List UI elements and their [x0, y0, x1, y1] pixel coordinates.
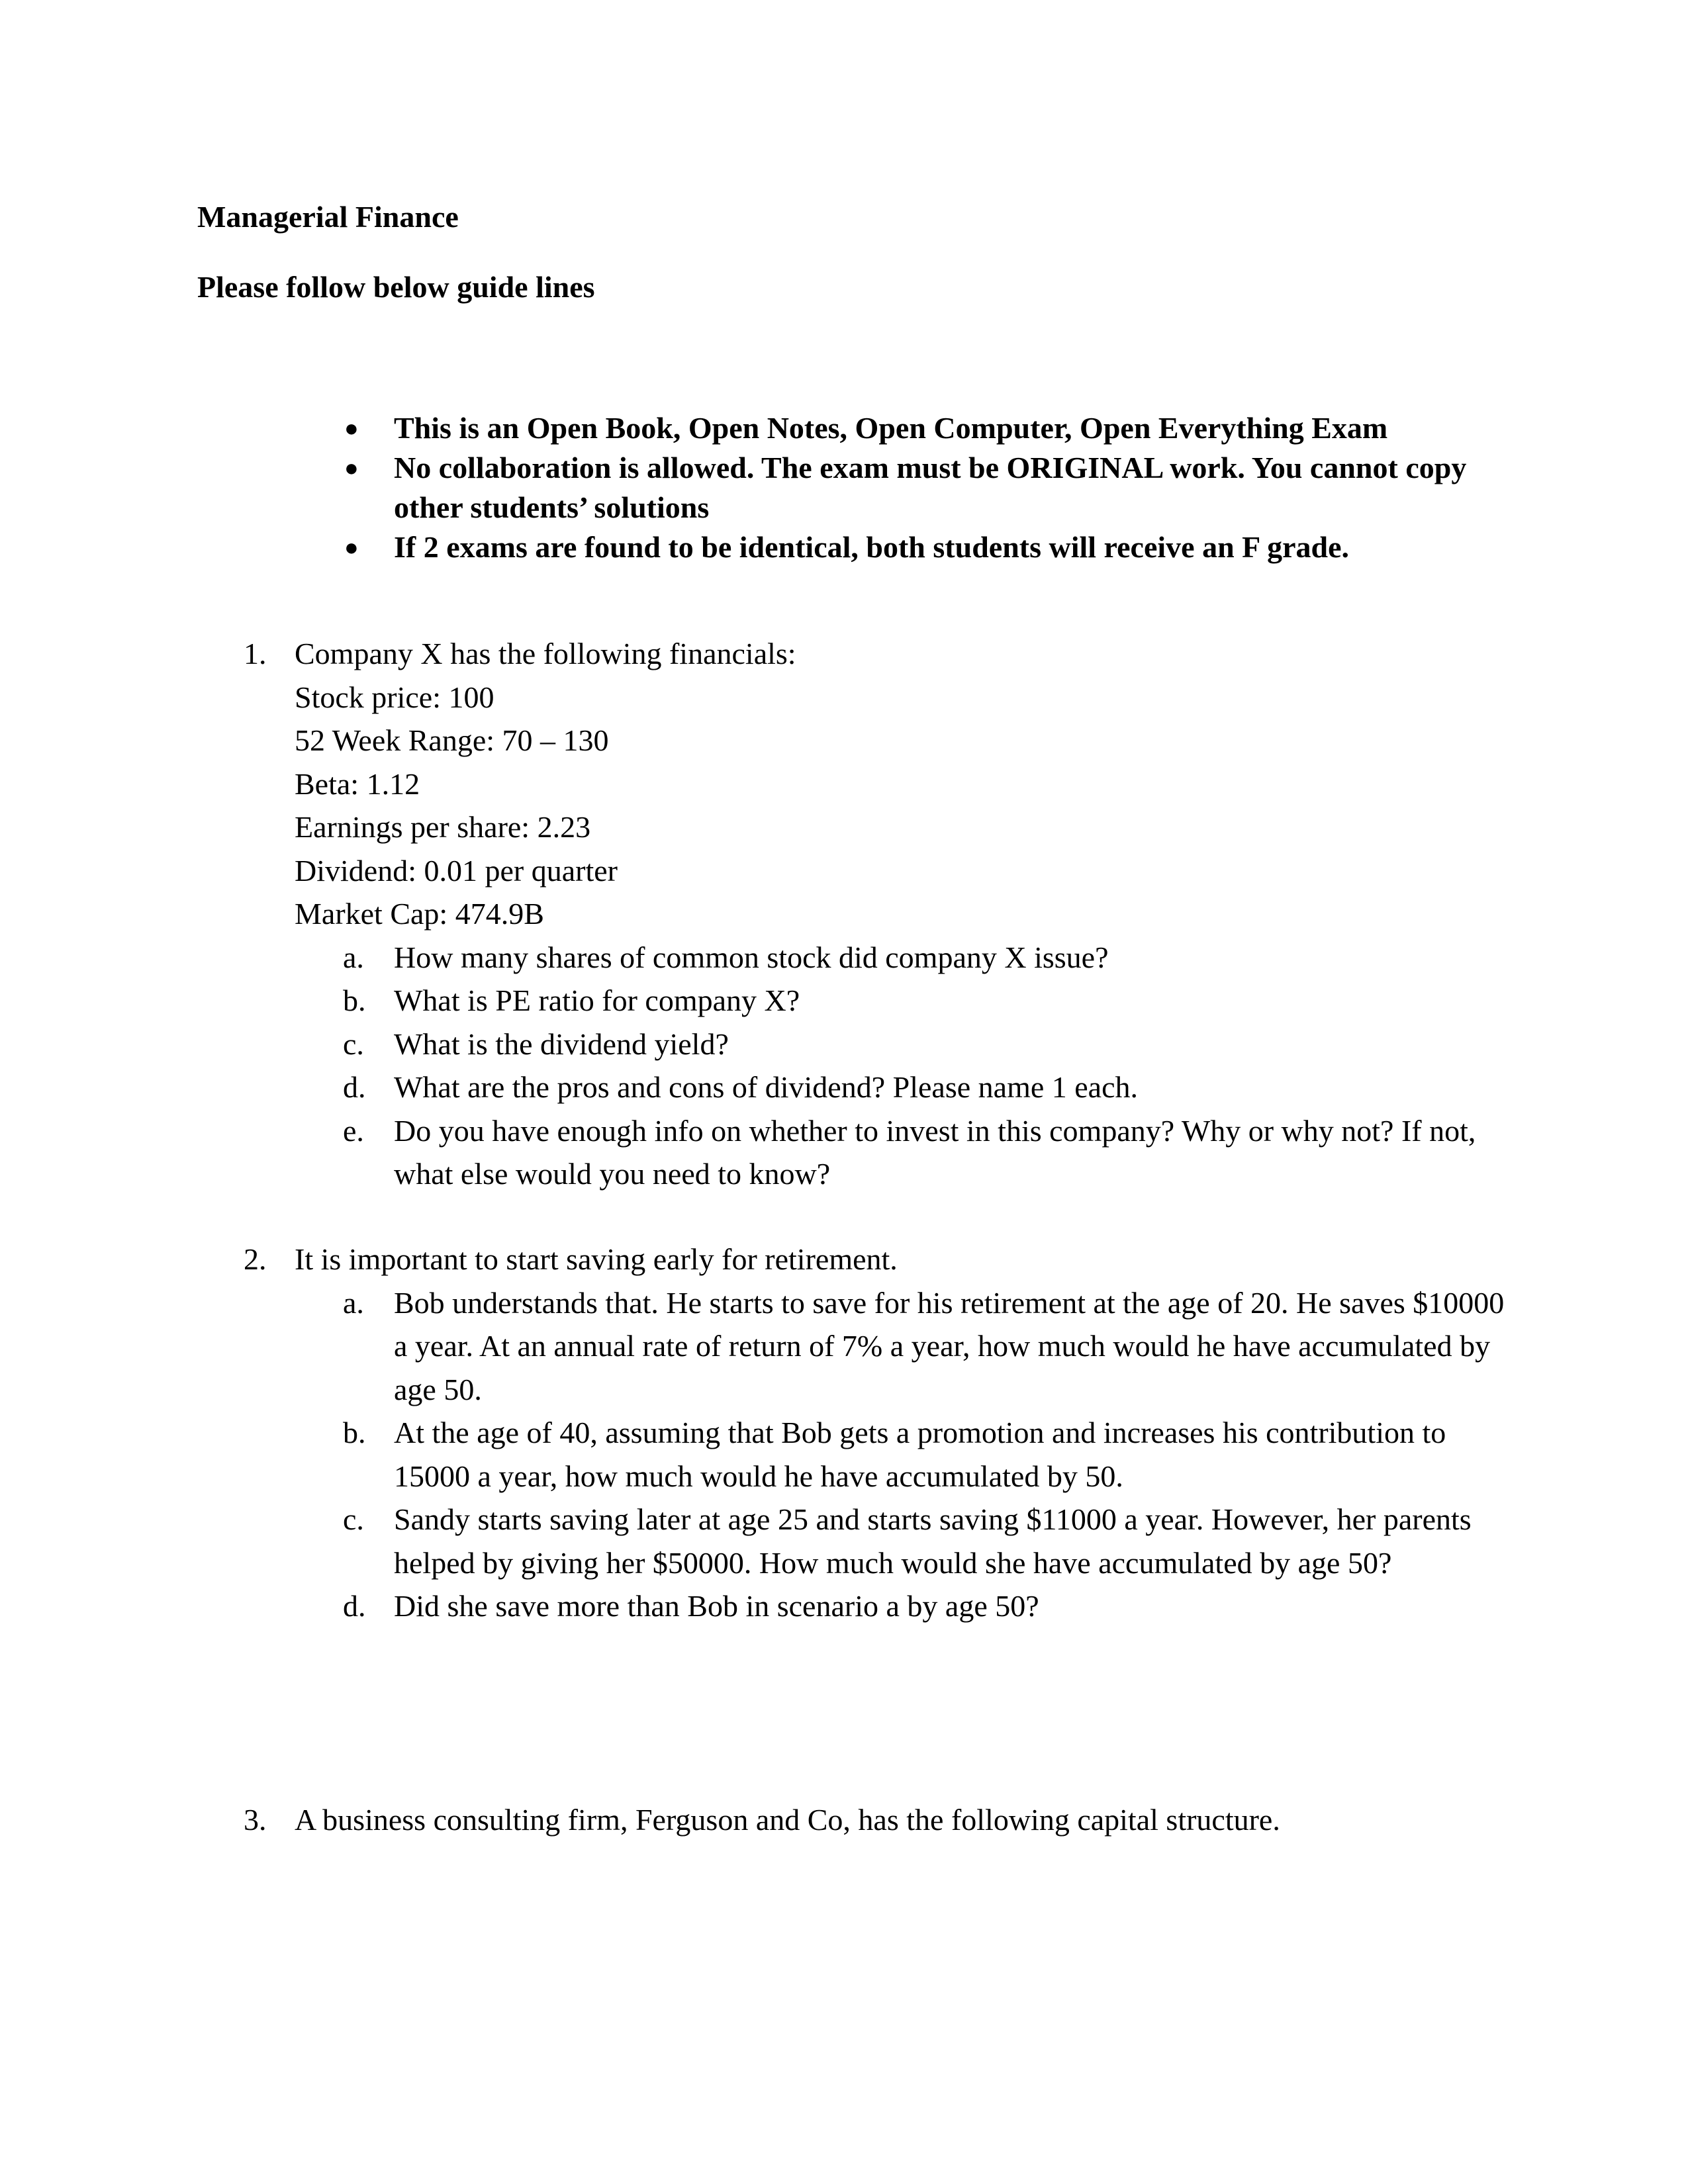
sub-question	[0, 1411, 1513, 1498]
sub-question-letter: e.	[343, 1113, 364, 1148]
sub-question-letter: c.	[343, 1502, 364, 1536]
sub-question	[0, 979, 1513, 1023]
sub-question-text: What is PE ratio for company X?	[394, 983, 800, 1017]
guideline-item	[0, 448, 1519, 527]
sub-question-text: How many shares of common stock did company X issue?	[394, 940, 1109, 974]
sub-question-text: Do you have enough info on whether to invest in this company? Why or why not? If not, what else would you need to know?	[394, 1113, 1476, 1191]
sub-question	[0, 1584, 1513, 1628]
financial-line: Market Cap: 474.9B	[295, 897, 544, 931]
bullet-icon: ●	[344, 415, 359, 441]
financial-line: Stock price: 100	[295, 680, 494, 714]
question-2	[0, 1238, 1688, 1628]
sub-question-text: At the age of 40, assuming that Bob gets a promotion and increases his contribution to 15000 a year, how much would he have accumulated by 50.	[394, 1416, 1446, 1493]
sub-question-letter: a.	[343, 1285, 364, 1320]
sub-question-letter: d.	[343, 1589, 366, 1623]
sub-question-letter: b.	[343, 1416, 366, 1449]
sub-question	[0, 1498, 1513, 1584]
sub-question-letter: d.	[343, 1070, 366, 1104]
sub-question-text: What is the dividend yield?	[394, 1026, 729, 1061]
guideline-item	[0, 408, 1519, 448]
question-3	[0, 1798, 1688, 1842]
financial-line: Earnings per share: 2.23	[295, 810, 591, 844]
sub-question-letter: a.	[343, 940, 364, 974]
financial-line: Dividend: 0.01 per quarter	[295, 853, 618, 887]
sub-question-text: Sandy starts saving later at age 25 and starts saving $11000 a year. However, her parents helped by giving her $50000. How much would she have accumulated by age 50?	[394, 1502, 1472, 1580]
sub-question	[0, 1281, 1513, 1412]
question-number: 1.	[244, 637, 267, 670]
sub-question	[0, 936, 1513, 979]
sub-question	[0, 1109, 1513, 1196]
guideline-text: No collaboration is allowed. The exam must be ORIGINAL work. You cannot copy other students’ solutions	[394, 451, 1467, 524]
question-intro: It is important to start saving early for retirement.	[295, 1242, 898, 1276]
question-1	[0, 632, 1688, 1196]
question-number: 3.	[244, 1803, 267, 1837]
sub-question-letter: c.	[343, 1026, 364, 1061]
financial-line: Beta: 1.12	[295, 766, 420, 801]
guideline-text: If 2 exams are found to be identical, both students will receive an F grade.	[394, 530, 1349, 564]
document-title: Managerial Finance	[197, 200, 459, 234]
question-number: 2.	[244, 1242, 267, 1276]
sub-question	[0, 1066, 1513, 1109]
financial-line: 52 Week Range: 70 – 130	[295, 723, 609, 757]
question-intro: A business consulting firm, Ferguson and Co, has the following capital structure.	[295, 1803, 1280, 1837]
guidelines-list	[0, 408, 1688, 567]
guideline-item	[0, 527, 1519, 567]
question-intro: Company X has the following financials:	[295, 637, 796, 670]
sub-question-text: Did she save more than Bob in scenario a by age 50?	[394, 1589, 1039, 1623]
sub-question-letter: b.	[343, 983, 366, 1017]
bullet-icon: ●	[344, 455, 359, 481]
sub-question	[0, 1023, 1513, 1066]
bullet-icon: ●	[344, 534, 359, 561]
sub-question-text: Bob understands that. He starts to save for his retirement at the age of 20. He saves $10000 a year. At an annual rate of return of 7% a year, how much would he have accumulated by age 50.	[394, 1285, 1505, 1406]
guidelines-heading: Please follow below guide lines	[197, 270, 595, 304]
guideline-text: This is an Open Book, Open Notes, Open Computer, Open Everything Exam	[394, 411, 1388, 445]
sub-question-text: What are the pros and cons of dividend? Please name 1 each.	[394, 1070, 1139, 1104]
